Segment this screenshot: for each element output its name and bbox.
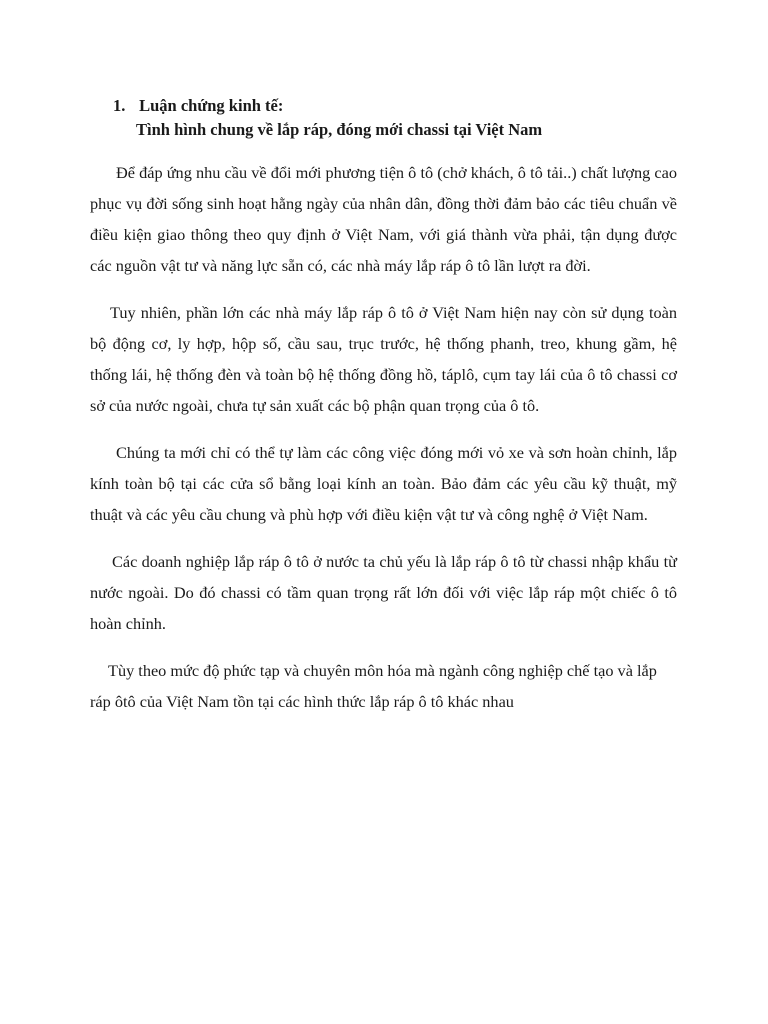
paragraph-5-text: Tùy theo mức độ phức tạp và chuyên môn hóa mà ngành công nghiệp chế tạo và lắp ráp ôtô của Việt Nam tồn tại các hình thức lắp ráp ô tô khác nhau bbox=[90, 661, 657, 711]
paragraph-3 bbox=[90, 437, 677, 530]
paragraph-4 bbox=[90, 546, 677, 639]
section-subtitle: Tình hình chung về lắp ráp, đóng mới chassi tại Việt Nam bbox=[136, 120, 543, 139]
paragraph-4-text: Các doanh nghiệp lắp ráp ô tô ở nước ta chủ yếu là lắp ráp ô tô từ chassi nhập khẩu từ nước ngoài. Do đó chassi có tầm quan trọng rất lớn đối với việc lắp ráp một chiếc ô tô hoàn chỉnh. bbox=[90, 552, 677, 633]
section-number: 1. bbox=[113, 96, 126, 115]
paragraph-2 bbox=[90, 297, 677, 421]
paragraph-3-text: Chúng ta mới chỉ có thể tự làm các công việc đóng mới vỏ xe và sơn hoàn chỉnh, lắp kính toàn bộ tại các cửa sổ bằng loại kính an toàn. Bảo đảm các yêu cầu kỹ thuật, mỹ thuật và các yêu cầu chung và phù hợp với điều kiện vật tư và công nghệ ở Việt Nam. bbox=[90, 443, 677, 524]
body-text bbox=[90, 157, 677, 733]
section-title: Luận chứng kinh tế: bbox=[139, 96, 284, 115]
paragraph-1-text: Để đáp ứng nhu cầu về đổi mới phương tiện ô tô (chở khách, ô tô tải..) chất lượng cao phục vụ đời sống sinh hoạt hằng ngày của nhân dân, đồng thời đảm bảo các tiêu chuẩn về điều kiện giao thông theo quy định ở Việt Nam, với giá thành vừa phải, tận dụng được các nguồn vật tư và năng lực sẵn có, các nhà máy lắp ráp ô tô lần lượt ra đời. bbox=[90, 163, 677, 275]
paragraph-1 bbox=[90, 157, 677, 281]
paragraph-2-text: Tuy nhiên, phần lớn các nhà máy lắp ráp ô tô ở Việt Nam hiện nay còn sử dụng toàn bộ động cơ, ly hợp, hộp số, cầu sau, trục trước, hệ thống phanh, treo, khung gầm, hệ thống lái, hệ thống đèn và toàn bộ hệ thống đồng hồ, táplô, cụm tay lái của ô tô chassi cơ sở của nước ngoài, chưa tự sản xuất các bộ phận quan trọng của ô tô. bbox=[90, 303, 677, 415]
paragraph-5 bbox=[90, 655, 677, 717]
section-heading bbox=[113, 94, 283, 118]
